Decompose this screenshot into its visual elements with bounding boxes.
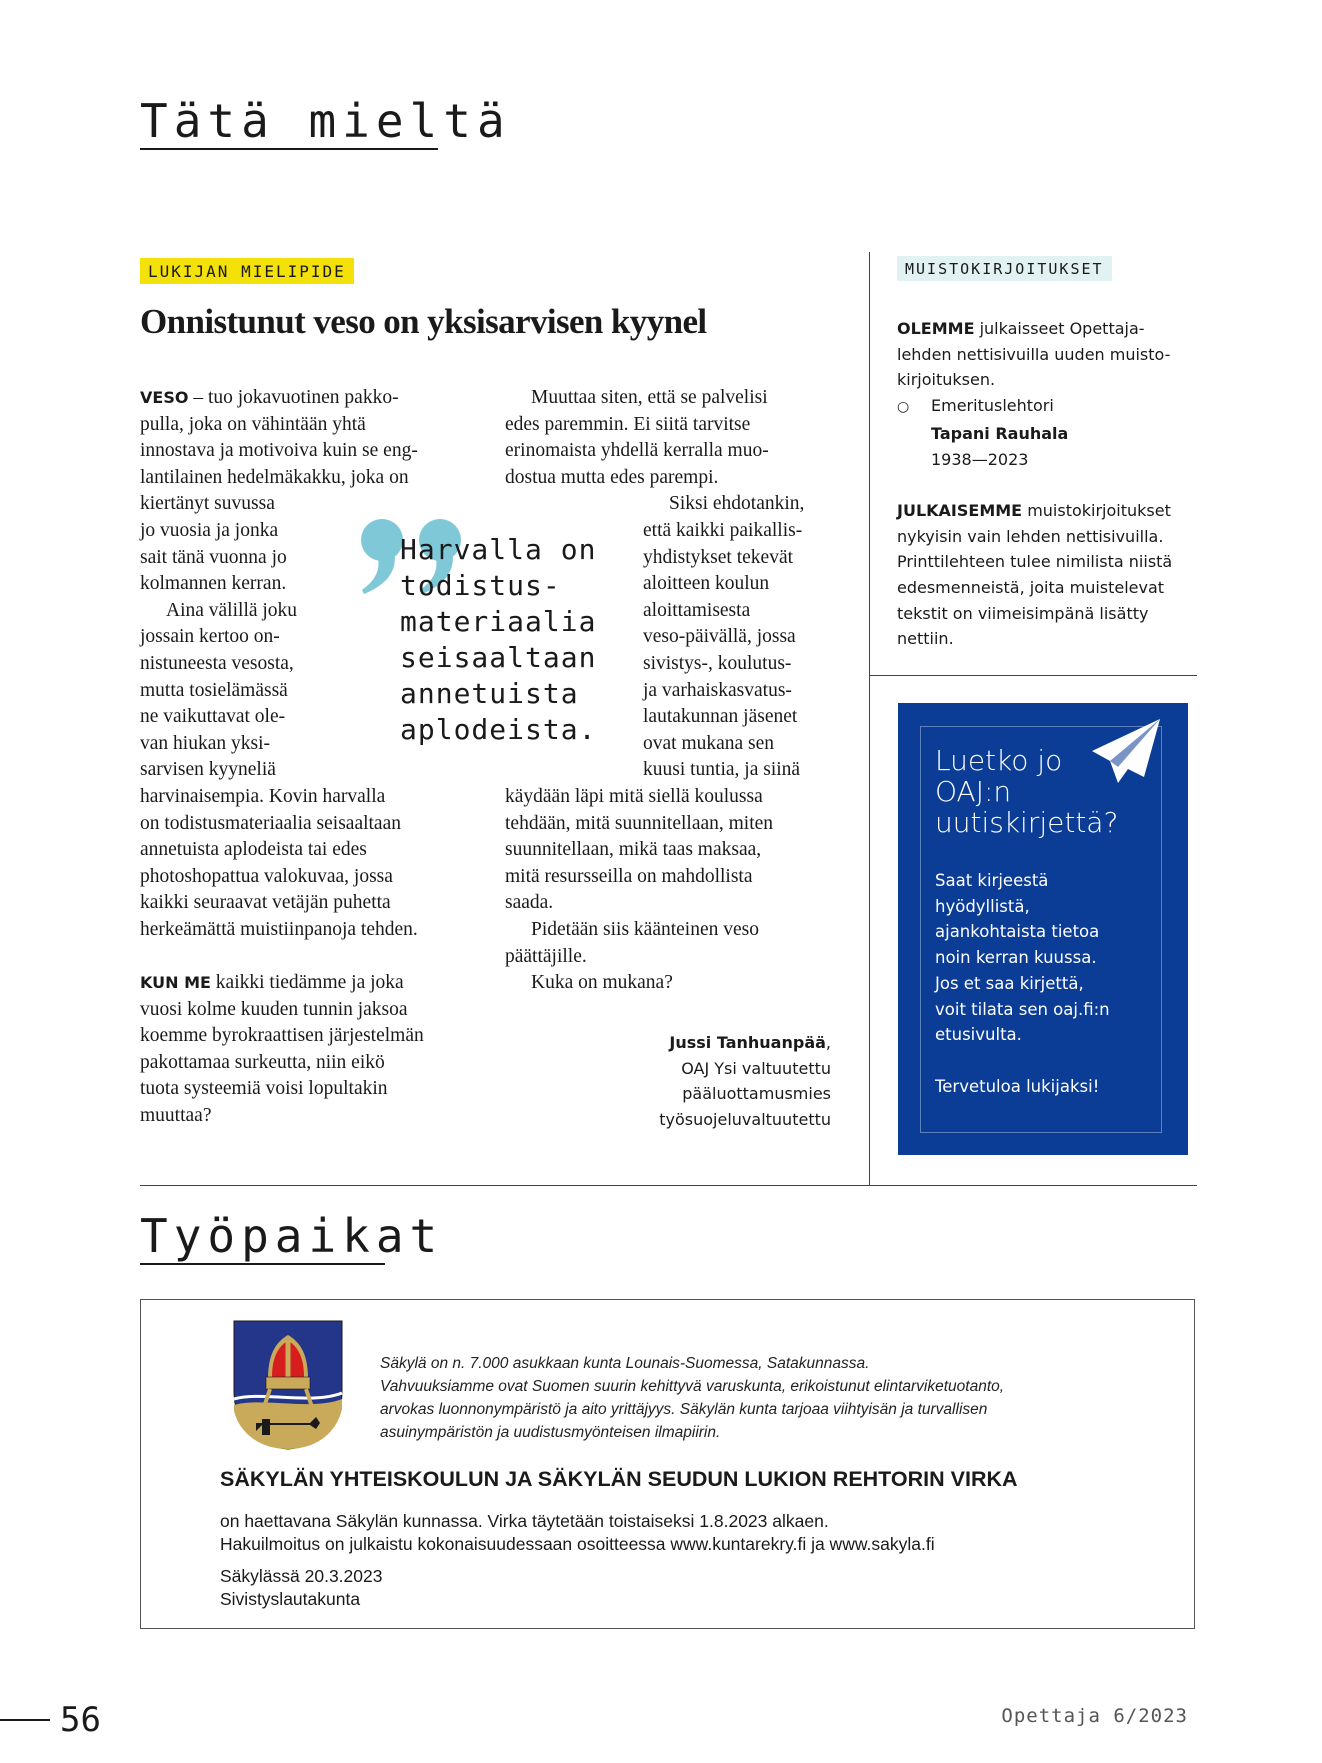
paragraph-1-line: sait tänä vuonna jo xyxy=(140,546,287,568)
paragraph-1-line: annetuista aplodeista tai edes xyxy=(140,839,367,861)
pull-quote-line: todistus- xyxy=(400,569,561,602)
publication-issue: Opettaja 6/2023 xyxy=(1001,1705,1188,1727)
article-headline: Onnistunut veso on yksisarvisen kyynel xyxy=(140,302,707,341)
column-2-line: edes paremmin. Ei siitä tarvitse xyxy=(505,413,751,435)
paragraph-2-line: vuosi kolme kuuden tunnin jaksoa xyxy=(140,998,408,1020)
column-2-line: mitä resursseilla on mahdollista xyxy=(505,865,753,887)
section-divider xyxy=(140,1185,1197,1186)
job-ad[interactable] xyxy=(140,1299,1195,1629)
signer: Sivistyslautakunta xyxy=(220,1589,361,1609)
column-divider xyxy=(869,252,870,1185)
paragraph-2-line: muuttaa? xyxy=(140,1105,212,1127)
newsletter-ad[interactable] xyxy=(898,703,1188,1155)
column-2-line: lautakunnan jäsenet xyxy=(643,706,798,728)
column-2-line: aloitteen koulun xyxy=(643,573,770,595)
author-title: OAJ Ysi valtuutettu xyxy=(681,1058,831,1078)
paragraph-1-line: Aina välillä joku xyxy=(166,599,298,621)
paragraph-1-lead: VESO xyxy=(140,388,189,407)
paragraph-1-line: innostava ja motivoiva kuin se eng- xyxy=(140,440,418,462)
column-2-line: päättäjille. xyxy=(505,945,587,967)
column-2-line: tehdään, mitä suunnitellaan, miten xyxy=(505,812,774,834)
pull-quote-line: aplodeista. xyxy=(400,713,597,746)
jobs-section-title: Työpaikat xyxy=(140,1209,444,1263)
paragraph-2-line: pakottamaa surkeutta, niin eikö xyxy=(140,1051,385,1073)
paragraph-1-line: nistuneesta vesosta, xyxy=(140,652,294,674)
bullet-icon: ○ xyxy=(897,399,910,416)
paragraph-2-lead: KUN ME xyxy=(140,973,211,993)
paragraph-1-line: sarvisen kyyneliä xyxy=(140,759,276,781)
column-2-line: kuusi tuntia, ja siinä xyxy=(643,759,801,781)
page-number: 56 xyxy=(60,1700,101,1740)
sidebar-kicker: MUISTOKIRJOITUKSET xyxy=(897,256,1112,281)
author-title: työsuojeluvaltuutettu xyxy=(659,1109,831,1129)
footer-rule xyxy=(0,1719,50,1721)
pull-quote-line: seisaaltaan xyxy=(400,641,597,674)
paragraph-1-line: harvinaisempia. Kovin harvalla xyxy=(140,785,386,807)
article-column-2-top xyxy=(505,385,835,491)
article-column-1 xyxy=(140,385,480,1130)
paragraph-1-line: ne vaikuttavat ole- xyxy=(140,706,286,728)
paragraph-1-line: mutta tosielämässä xyxy=(140,679,288,701)
paragraph-1-line: kolmannen kerran. xyxy=(140,573,287,595)
paragraph-1-line: photoshopattua valokuvaa, jossa xyxy=(140,865,393,887)
column-2-line: Kuka on mukana? xyxy=(531,972,673,994)
paragraph-1-line: pulla, joka on vähintään yhtä xyxy=(140,413,366,435)
column-2-line: saada. xyxy=(505,892,554,914)
paragraph-1-line: herkeämättä muistiinpanoja tehden. xyxy=(140,918,418,940)
place-date: Säkylässä 20.3.2023 xyxy=(220,1566,383,1586)
column-2-line: aloittamisesta xyxy=(643,599,751,621)
paragraph-1-line: jossain kertoo on- xyxy=(140,626,280,648)
jobs-section-underline xyxy=(140,1263,385,1265)
obituary-entry: ○ Emerituslehtori xyxy=(897,393,1197,421)
author-name: Jussi Tanhuanpää xyxy=(669,1033,826,1052)
column-2-line: erinomaista yhdellä kerralla muo- xyxy=(505,440,769,462)
job-signature xyxy=(220,1565,382,1611)
obituaries-lead-2: JULKAISEMME xyxy=(897,500,1023,520)
column-2-line: veso-päivällä, jossa xyxy=(643,626,796,648)
column-2-line: Muuttaa siten, että se palvelisi xyxy=(531,387,768,408)
author-signature: Jussi Tanhuanpää, OAJ Ysi valtuutettu pääluottamusmies työsuojeluvaltuutettu xyxy=(659,1030,831,1132)
sakyla-coat-of-arms xyxy=(232,1319,344,1451)
obituaries-notice: OLEMME julkaisseet Opettaja- lehden nettisivuilla uuden muisto- kirjoituksen. ○ Emerituslehtori Tapani Rauhala 1938—2023 JULKAISEMME muistokirjoitukset nykyisin vain lehden nettisivuilla. Printtilehteen tulee nimilista niistä edesmenneistä, joita muistelevat tekstit on viimeisimpänä lisätty nettiin. xyxy=(897,316,1197,652)
job-title: SÄKYLÄN YHTEISKOULUN JA SÄKYLÄN SEUDUN LUKION REHTORIN VIRKA xyxy=(220,1467,1018,1491)
column-2-line: että kaikki paikallis- xyxy=(643,519,803,541)
pull-quote-line: annetuista xyxy=(400,677,579,710)
paragraph-1-line: kaikki seuraavat vetäjän puhetta xyxy=(140,892,391,914)
newsletter-body: Saat kirjeestä hyödyllistä, ajankohtaista tietoa noin kerran kuussa. Jos et saa kirjettä, voit tilata sen oaj.fi:n etusivulta. Tervetuloa lukijaksi! xyxy=(935,868,1110,1099)
paragraph-2-line: koemme byrokraattisen järjestelmän xyxy=(140,1025,424,1047)
column-2-line: Siksi ehdotankin, xyxy=(669,493,805,515)
paragraph-1-line: kiertänyt suvussa xyxy=(140,493,275,515)
obituary-name: Tapani Rauhala xyxy=(931,423,1069,443)
column-2-line: ovat mukana sen xyxy=(643,732,775,754)
paragraph-1-line: on todistusmateriaalia seisaaltaan xyxy=(140,812,401,834)
paragraph-2-line: tuota systeemiä voisi lopultakin xyxy=(140,1078,388,1100)
sidebar-rule xyxy=(869,675,1197,676)
job-description: on haettavana Säkylän kunnassa. Virka täytetään toistaiseksi 1.8.2023 alkaen. Hakuilmoitus on julkaistu kokonaisuudessaan osoitteessa www.kuntarekry.fi ja www.sakyla.fi xyxy=(220,1511,935,1554)
section-title: Tätä mieltä xyxy=(140,94,511,148)
article-kicker: LUKIJAN MIELIPIDE xyxy=(140,258,354,284)
pull-quote xyxy=(400,532,596,748)
paragraph-1-line: van hiukan yksi- xyxy=(140,732,270,754)
article-column-2-narrow xyxy=(643,491,843,784)
column-2-line: yhdistykset tekevät xyxy=(643,546,794,568)
column-2-line: dostua mutta edes parempi. xyxy=(505,466,719,488)
column-2-line: suunnitellaan, mikä taas maksaa, xyxy=(505,839,762,861)
paragraph-1-line: lantilainen hedelmäkakku, joka on xyxy=(140,466,409,488)
municipality-intro: Säkylä on n. 7.000 asukkaan kunta Lounais-Suomessa, Satakunnassa. Vahvuuksiamme ovat Suomen suurin kehittyvä varuskunta, erikoistunut elintarviketuotanto, arvokas luonnonympäristö ja aito yrittäjyys. Säkylän kunta tarjoaa viihtyisän ja turvallisen asuinympäristön ja uudistusmyönteisen ilmapiirin. xyxy=(380,1355,1005,1441)
obituaries-lead: OLEMME xyxy=(897,319,975,338)
paragraph-1-line: VESO – tuo jokavuotinen pakko- xyxy=(140,387,399,408)
newsletter-closing: Tervetuloa lukijaksi! xyxy=(935,1076,1100,1096)
pull-quote-line: Harvalla on xyxy=(400,533,597,566)
paragraph-2-line: KUN ME kaikki tiedämme ja joka xyxy=(140,972,404,994)
newsletter-title: Luetko jo OAJ:n uutiskirjettä? xyxy=(935,744,1119,839)
obituary-years: 1938—2023 xyxy=(931,449,1029,469)
column-2-line: käydään läpi mitä siellä koulussa xyxy=(505,786,763,807)
section-title-underline xyxy=(140,148,438,150)
column-2-line: sivistys-, koulutus- xyxy=(643,652,792,674)
pull-quote-line: materiaalia xyxy=(400,605,597,638)
article-column-2-bottom xyxy=(505,784,835,997)
author-title: pääluottamusmies xyxy=(682,1084,831,1103)
column-2-line: ja varhaiskasvatus- xyxy=(643,679,792,701)
paragraph-1-line: jo vuosia ja jonka xyxy=(140,519,279,541)
column-2-line: Pidetään siis käänteinen veso xyxy=(531,918,759,940)
